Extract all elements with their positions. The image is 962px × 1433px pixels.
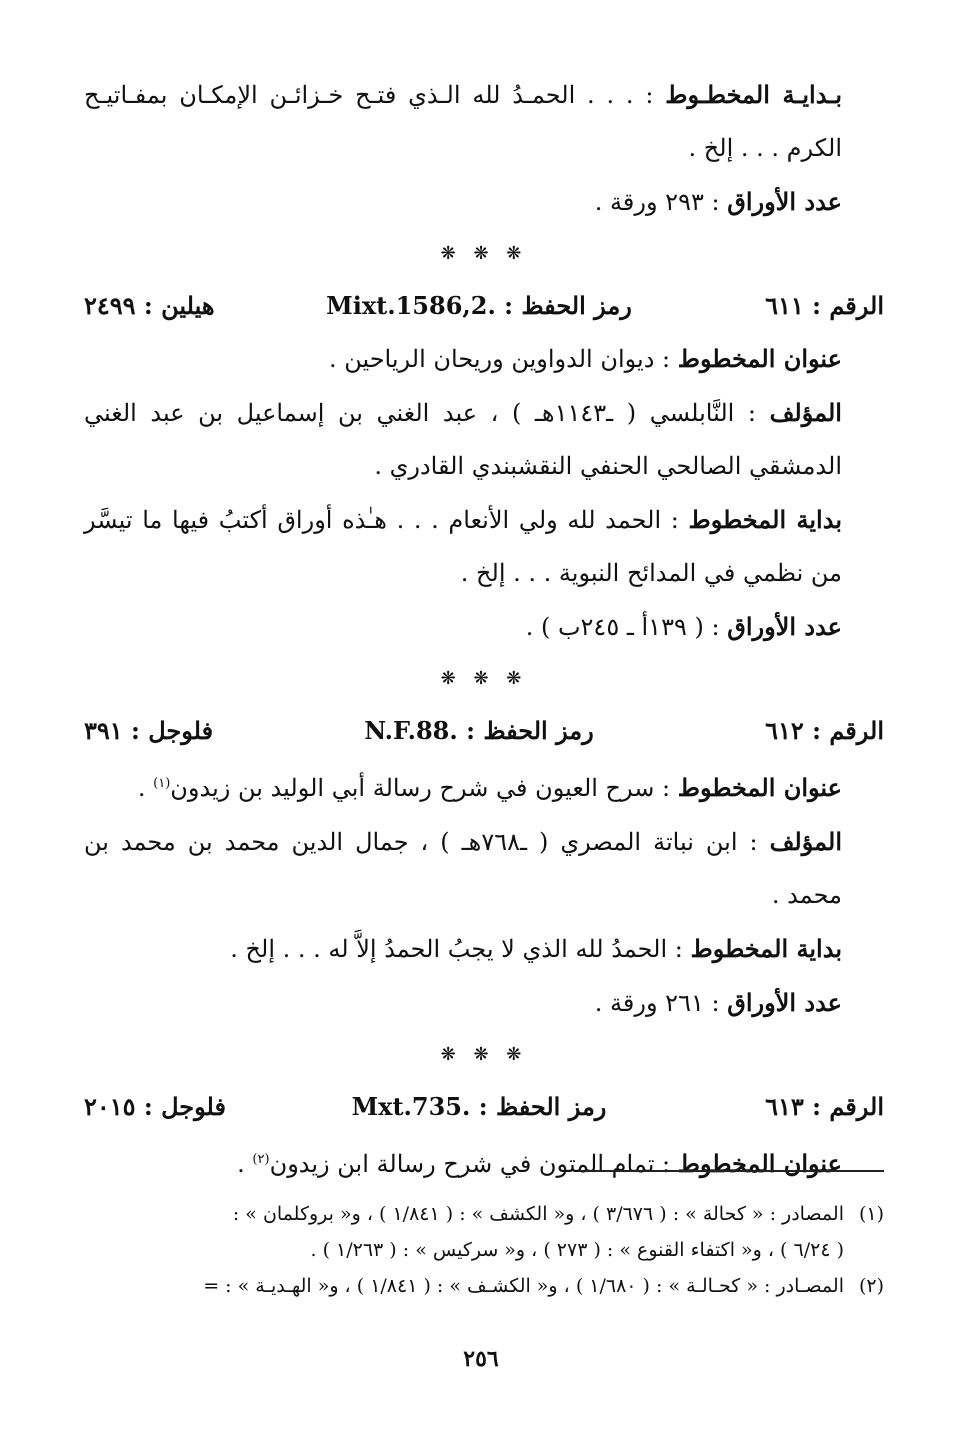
- entry-beginning: بداية المخطوط : الحمدُ لله الذي لا يجبُ الحمدُ إلاَّ له . . . إلخ .: [230, 934, 842, 963]
- footnote-ref: (١): [153, 776, 171, 791]
- entry-author: المؤلف : النَّابلسي ( ـ١١٤٣هـ ) ، عبد الغني بن إسماعيل بن عبد الغني الدمشقي الصالحي الحنفي النقشبندي القادري .: [84, 398, 842, 480]
- entry-number: الرقم : ٦١١: [765, 291, 884, 320]
- beginning-text: : . . . الحمـدُ لله الـذي فتـح خـزائـن الإمكـان بمفـاتيـح الكرم . . . إلخ .: [84, 81, 842, 162]
- footnotes: [84, 1196, 884, 1304]
- entry-title: عنوان المخطوط : سرح العيون في شرح رسالة أبي الوليد بن زيدون$^{(١)}$ .: [137, 773, 842, 802]
- footnote-rule: [578, 1170, 884, 1172]
- entry-header-611: [84, 279, 884, 332]
- footnote-marker: (٢): [858, 1275, 884, 1297]
- prev-entry-beginning: [84, 68, 884, 175]
- library-reference: هيلين : ٢٤٩٩: [84, 291, 215, 320]
- entry-folios: عدد الأوراق : ٢٦١ ورقة .: [594, 988, 842, 1017]
- entry-separator: ❋ ❋ ❋: [440, 1044, 528, 1065]
- beginning-label: بـدايـة المخطـوط: [665, 80, 842, 109]
- entry-number: الرقم : ٦١٢: [765, 716, 884, 745]
- footnote-1-continued: ( ٦/٢٤ ) ، و« اكتفاء القنوع » : ( ٢٧٣ ) ، و« سركيس » : ( ١/٢٦٣ ) .: [310, 1239, 844, 1261]
- footnote-marker: (١): [858, 1203, 884, 1225]
- footnote-ref: (٢): [252, 1152, 270, 1167]
- shelf-mark: رمز الحفظ : Mixt.1586,2.: [326, 291, 632, 320]
- entry-folios: عدد الأوراق : ( ١٣٩أ ـ ٢٤٥ب ) .: [525, 612, 842, 641]
- library-reference: فلوجل : ٣٩١: [84, 716, 214, 745]
- entry-author: المؤلف : ابن نباتة المصري ( ـ٧٦٨هـ ) ، جمال الدين محمد بن محمد بن محمد .: [84, 827, 842, 909]
- entry-beginning: بداية المخطوط : الحمد لله ولي الأنعام . . . هـٰذه أوراق أكتبُ فيها ما تيسَّر من نظمي في المدائح النبوية . . . إلخ .: [84, 505, 842, 587]
- entry-header-613: [84, 1080, 884, 1133]
- entry-title: عنوان المخطوط : ديوان الدواوين وريحان الرياحين .: [328, 344, 842, 373]
- page-number: ٢٥٦: [463, 1346, 499, 1372]
- library-reference: فلوجل : ٢٠١٥: [84, 1092, 226, 1121]
- footnote-1: (١)المصادر : « كحالة » : ( ٣/٦٧٦ ) ، و« الكشف » : ( ١/٨٤١ ) ، و« بروكلمان » :: [84, 1196, 884, 1232]
- entry-separator: ❋ ❋ ❋: [440, 243, 528, 264]
- footnote-2: (٢)المصـادر : « كحـالـة » : ( ١/٦٨٠ ) ، و« الكشـف » : ( ١/٨٤١ ) ، و« الهـديـة » : =: [84, 1268, 884, 1304]
- entry-title: عنوان المخطوط : تمام المتون في شرح رسالة ابن زيدون$^{(٢)}$ .: [237, 1149, 842, 1178]
- shelf-mark: رمز الحفظ : Mxt.735.: [351, 1092, 607, 1121]
- entry-number: الرقم : ٦١٣: [765, 1092, 884, 1121]
- entry-separator: ❋ ❋ ❋: [440, 668, 528, 689]
- shelf-mark: رمز الحفظ : N.F.88.: [364, 716, 594, 745]
- prev-entry-folios: [84, 175, 884, 229]
- folios-label: عدد الأوراق: [727, 187, 842, 216]
- catalog-body: [84, 68, 884, 1191]
- entry-header-612: [84, 704, 884, 757]
- folios-text: : ٢٩٣ ورقة .: [594, 188, 720, 216]
